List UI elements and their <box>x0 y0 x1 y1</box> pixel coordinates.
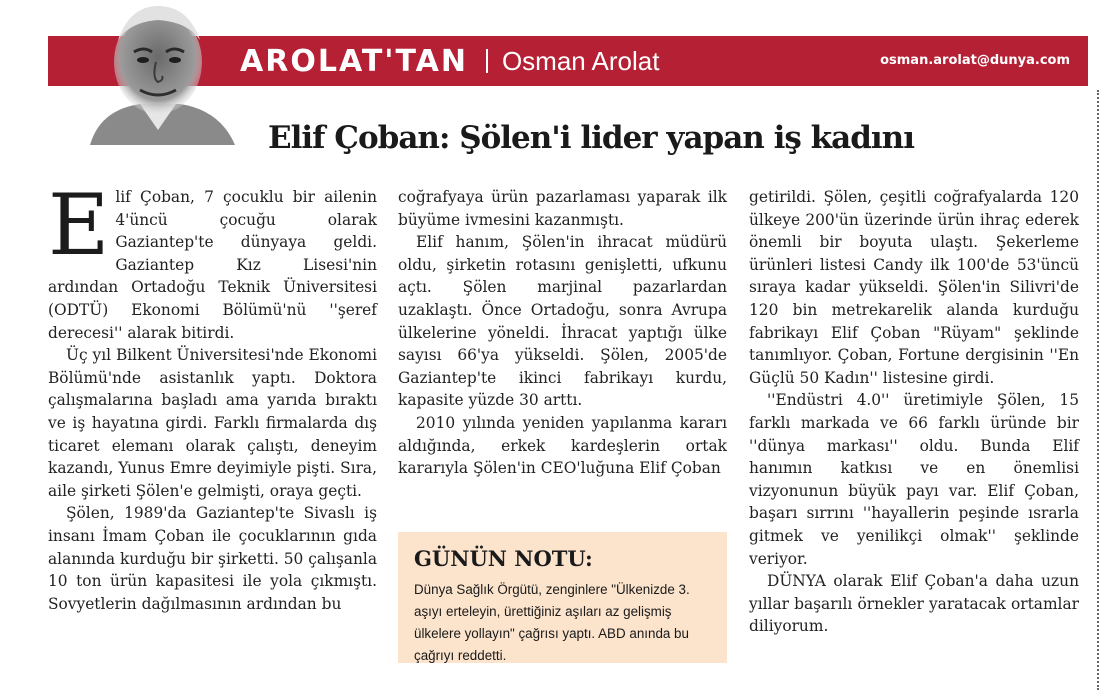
paragraph: Şölen, 1989'da Gaziantep'te Sivaslı iş insanı İmam Çoban ile çocuklarının gıda alanında kurduğu bir şirketti. 50 çalışanla 10 ton ürün kapasitesi ile yola çıkmıştı. Sovyetlerin dağılmasının ardından bu <box>48 504 377 613</box>
paragraph: getirildi. Şölen, çeşitli coğrafyalarda 120 ülkeye 200'ün üzerinde ürün ihraç ederek önemli bir boyuta ulaştı. Şekerleme ürünleri listesi Candy ilk 100'de 53'üncü sıraya kadar yükseldi. Şölen'in Silivri'de 120 bin metrekarelik alanda kurduğu fabrikayı Elif Çoban "Rüyam" şeklinde tanımlıyor. Çoban, Fortune dergisinin ''En Güçlü 50 Kadın'' listesine girdi. <box>749 188 1079 387</box>
column-name: AROLAT'TAN <box>240 43 468 79</box>
article-column-3 <box>749 186 1079 638</box>
header-separator <box>486 49 488 73</box>
paragraph: ''Endüstri 4.0'' üretimiyle Şölen, 15 farklı markada ve 66 farklı üründe bir ''dünya markası'' oldu. Bunda Elif hanımın katkısı ve en önemlisi vizyonunun büyük payı var. Elif Çoban, başarı sırrını ''hayallerin peşinde ısrarla gitmek ve yenilikçi olmak'' şeklinde veriyor. <box>749 391 1079 568</box>
paragraph: Elif hanım, Şölen'in ihracat müdürü oldu, şirketin rotasını genişletti, ufkunu açtı. Şölen marjinal pazarlardan uzaklaştı. Önce Ortadoğu, sonra Avrupa ülkelerine yöneldi. İhracat yaptığı ülke sayısı 66'ya yükseldi. Şölen, 2005'de Gaziantep'te ikinci fabrikayı kurdu, kapasite yüzde 30 arttı. <box>398 233 727 410</box>
note-title: GÜNÜN NOTU: <box>414 546 593 571</box>
author-email[interactable]: osman.arolat@dunya.com <box>880 53 1070 68</box>
paragraph: lif Çoban, 7 çocuklu bir ailenin 4'üncü çocuğu olarak Gaziantep'te dünyaya geldi. Gaziantep Kız Lisesi'nin ardından Ortadoğu Teknik Üniversitesi (ODTÜ) Ekonomi Bölümü'nü ''şeref derecesi'' alarak bitirdi. <box>48 188 377 342</box>
author-name: Osman Arolat <box>501 45 660 76</box>
paragraph: coğrafyaya ürün pazarlaması yaparak ilk büyüme ivmesini kazanmıştı. <box>398 188 727 229</box>
article-column-2 <box>398 186 727 480</box>
note-text: Dünya Sağlık Örgütü, zenginlere "Ülkenizde 3. aşıyı erteleyin, ürettiğiniz aşıları az gelişmiş ülkelere yollayın" çağrısı yaptı. ABD anında bu çağrıyı reddetti. <box>414 582 690 663</box>
drop-cap: E <box>48 176 110 274</box>
paragraph: DÜNYA olarak Elif Çoban'a daha uzun yıllar başarılı örnekler yaratacak ortamlar diliyorum. <box>749 572 1079 636</box>
column-header <box>240 36 659 86</box>
article-headline: Elif Çoban: Şölen'i lider yapan iş kadını <box>268 120 914 156</box>
note-box <box>398 532 727 663</box>
article-column-1 <box>48 176 377 615</box>
paragraph: 2010 yılında yeniden yapılanma kararı aldığında, erkek kardeşlerin ortak kararıyla Şölen'in CEO'luğuna Elif Çoban <box>398 413 727 478</box>
author-portrait <box>70 0 245 145</box>
right-dotted-rule <box>1097 90 1099 690</box>
paragraph: Üç yıl Bilkent Üniversitesi'nde Ekonomi Bölümü'nde asistanlık yaptı. Doktora çalışmalarına başladı ama yarıda bıraktı ve iş hayatına girdi. Farklı firmalarda dış ticaret elemanı olarak çalıştı, deneyim kazandı, Yunus Emre deyimiyle pişti. Sıra, aile şirketi Şölen'e gelmişti, oraya geçti. <box>48 346 377 500</box>
